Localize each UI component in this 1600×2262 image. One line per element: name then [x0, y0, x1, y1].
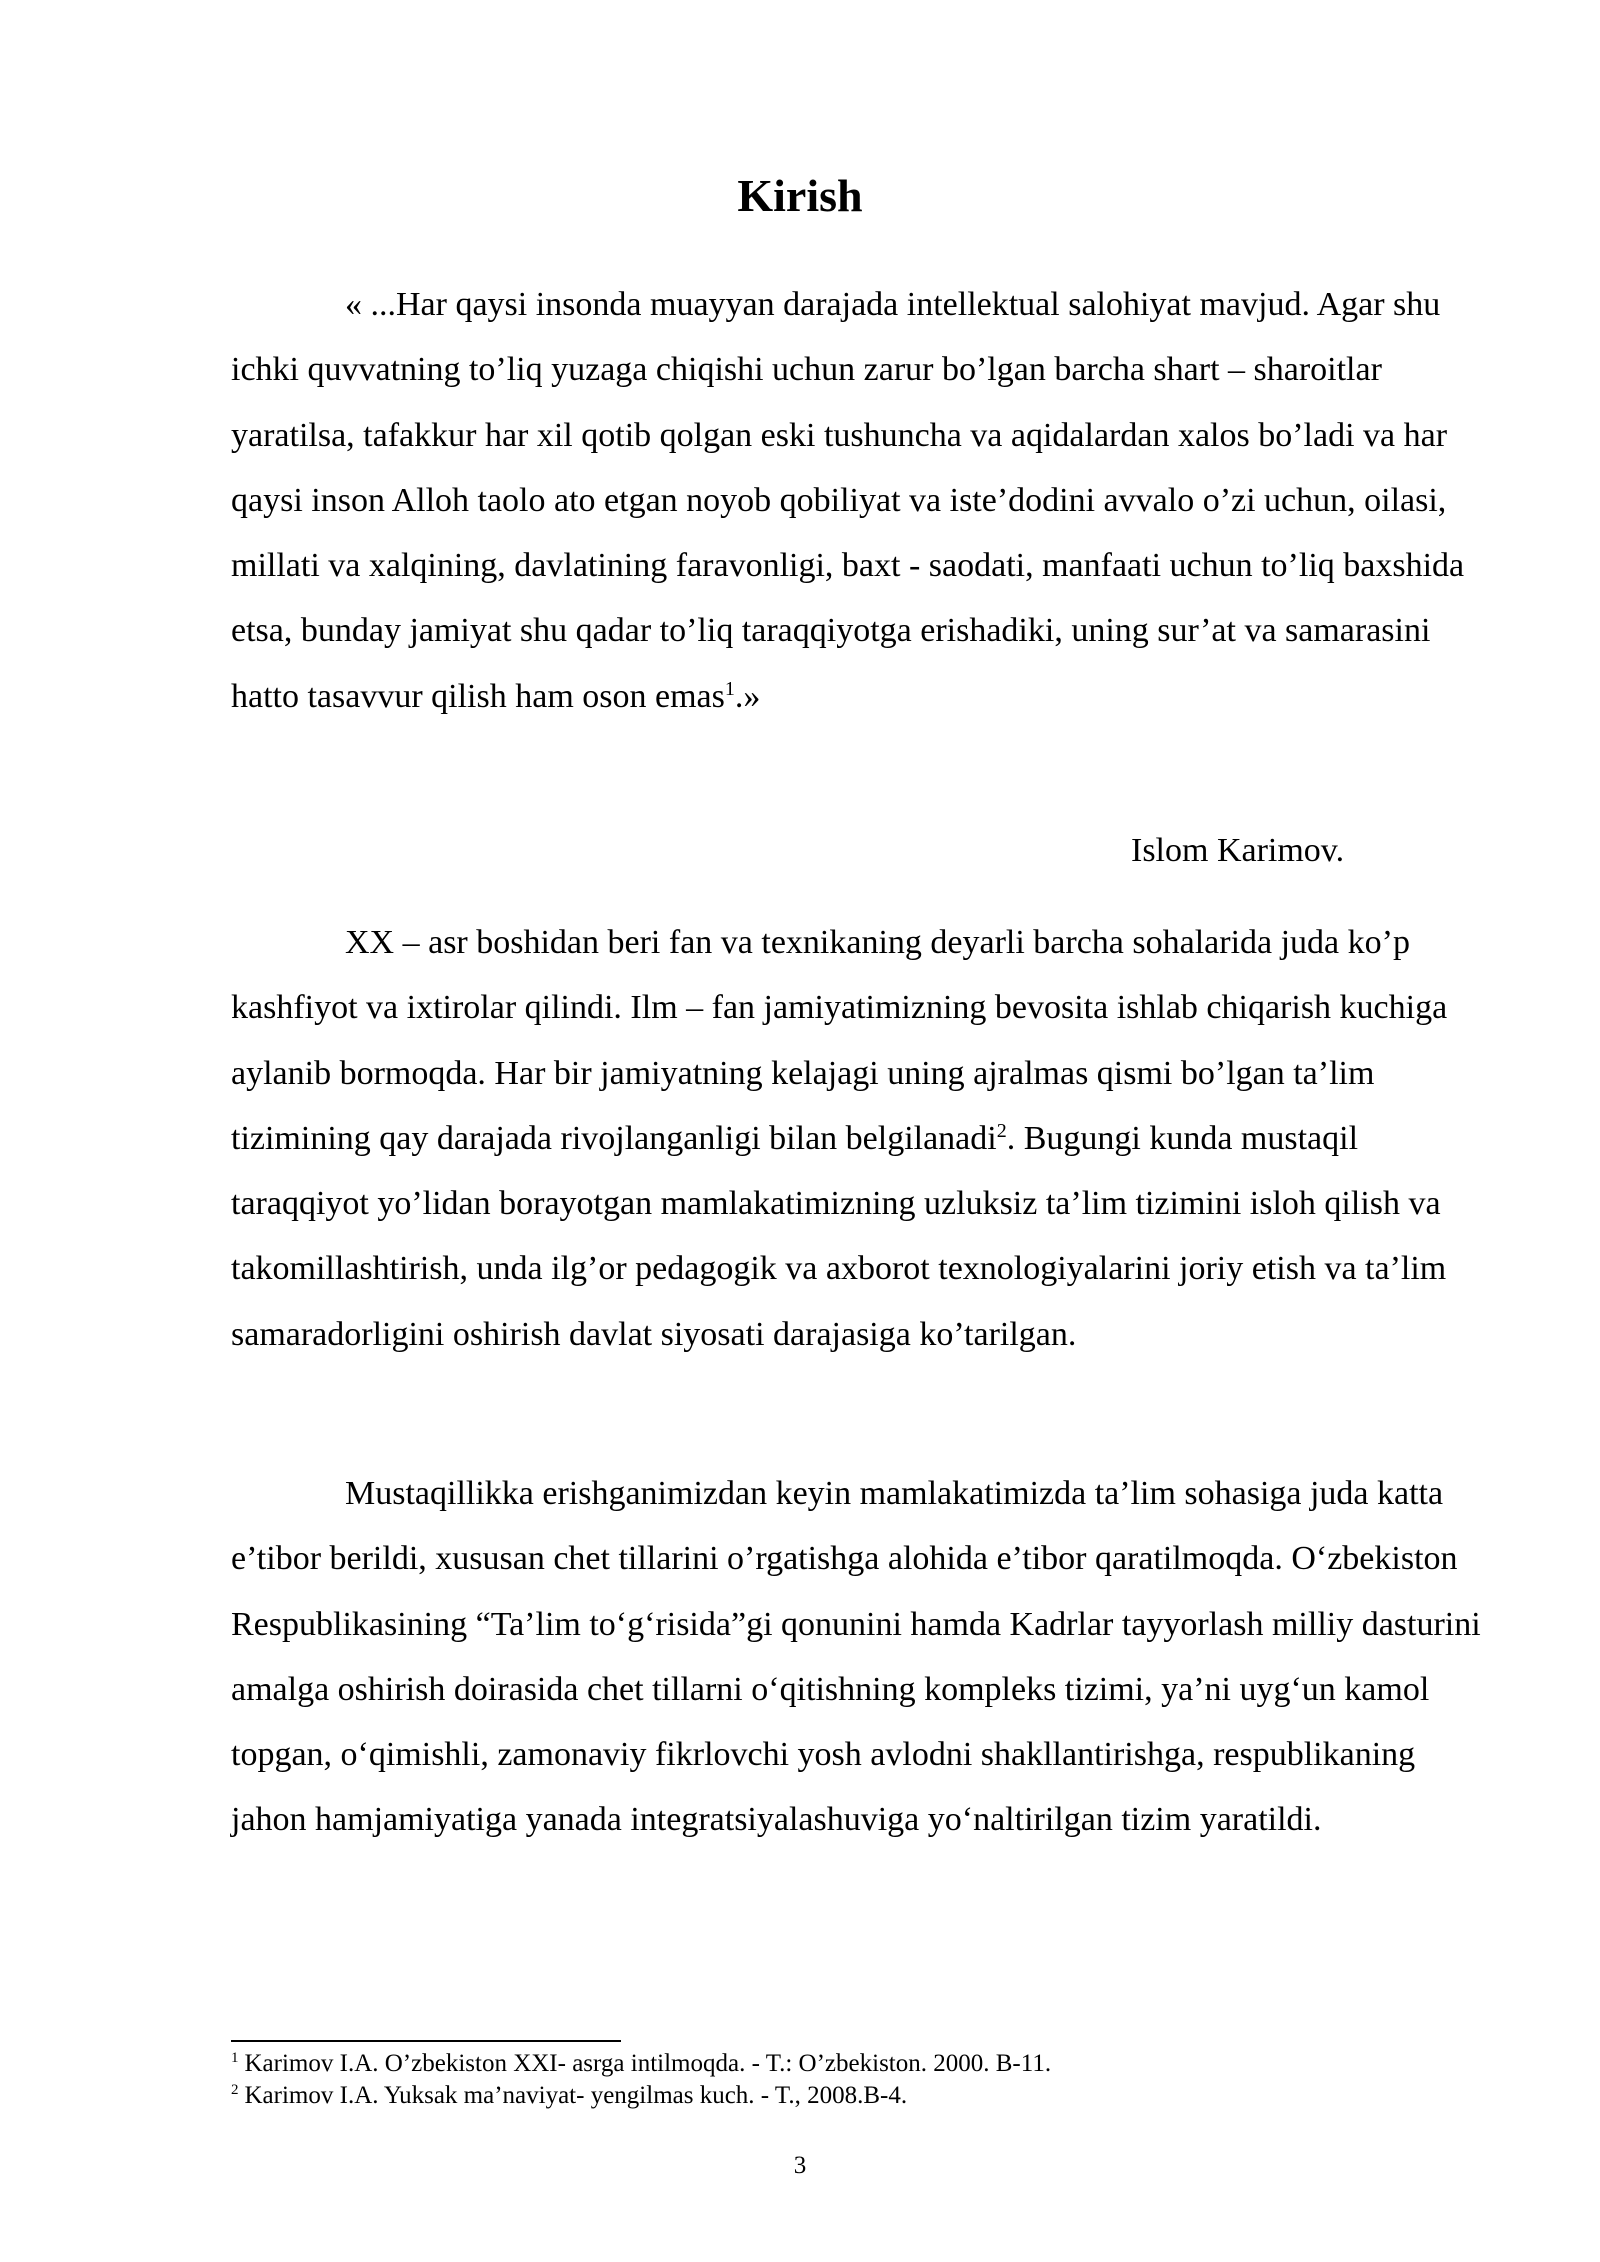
- footnote-text: Karimov I.A. Yuksak ma’naviyat- yengilmas kuch. - T., 2008.B-4.: [244, 2082, 908, 2109]
- footnote-number: 1: [231, 2050, 239, 2066]
- footnotes: [231, 2048, 1490, 2112]
- body-paragraph-1: [231, 910, 1490, 1367]
- footnote-separator: [231, 2040, 621, 2042]
- epigraph-closing: .»: [734, 677, 761, 715]
- page-title: Kirish: [737, 170, 863, 221]
- footnote-ref-1[interactable]: 1: [724, 677, 735, 700]
- epigraph-text: « ...Har qaysi insonda muayyan darajada intellektual salohiyat mavjud. Agar shu ichki quvvatning to’liq yuzaga chiqishi uchun zarur bo’lgan barcha shart – sharoitlar yaratilsa, tafakkur har xil qotib qolgan eski tushuncha va aqidalardan xalos bo’ladi va har qaysi inson Alloh taolo ato etgan noyob qobiliyat va iste’dodini avvalo o’zi uchun, oilasi, millati va xalqining, davlatining faravonligi, baxt - saodati, manfaati uchun to’liq baxshida etsa, bunday jamiyat shu qadar to’liq taraqqiyotga erishadiki, uning sur’at va samarasini hatto tasavvur qilish ham oson emas: [231, 286, 1465, 715]
- footnote-ref-2[interactable]: 2: [996, 1119, 1007, 1142]
- footnote-number: 2: [231, 2082, 239, 2098]
- footnote-1: [231, 2048, 1490, 2080]
- epigraph-author: Islom Karimov.: [1131, 832, 1345, 869]
- body-paragraph-2: [231, 1461, 1490, 1853]
- footnote-2: [231, 2080, 1490, 2112]
- epigraph-quote: [231, 272, 1490, 729]
- paragraph-1-continuation: . Bugungi kunda mustaqil taraqqiyot yo’lidan borayotgan mamlakatimizning uzluksiz ta’lim tizimini isloh qilish va takomillashtirish, unda ilg’or pedagogik va axborot texnologiyalarini joriy etish va ta’lim samaradorligini oshirish davlat siyosati darajasiga ko’tarilgan.: [231, 1119, 1447, 1353]
- paragraph-1-text: XX – asr boshidan beri fan va texnikaning deyarli barcha sohalarida juda ko’p kashfiyot va ixtirolar qilindi. Ilm – fan jamiyatimizning bevosita ishlab chiqarish kuchiga aylanib bormoqda. Har bir jamiyatning kelajagi uning ajralmas qismi bo’lgan ta’lim tizimining qay darajada rivojlanganligi bilan belgilanadi: [231, 924, 1448, 1157]
- footnote-text: Karimov I.A. O’zbekiston XXI- asrga intilmoqda. - T.: O’zbekiston. 2000. B-11.: [244, 2050, 1052, 2077]
- paragraph-2-text: Mustaqillikka erishganimizdan keyin mamlakatimizda ta’lim sohasiga juda katta e’tibor berildi, xususan chet tillarini o’rgatishga alohida e’tibor qaratilmoqda. O‘zbekiston Respublikasining “Ta’lim to‘g‘risida”gi qonunini hamda Kadrlar tayyorlash milliy dasturini amalga oshirish doirasida chet tillarni o‘qitishning kompleks tizimi, ya’ni uyg‘un kamol topgan, o‘qimishli, zamonaviy fikrlovchi yosh avlodni shakllantirishga, respublikaning jahon hamjamiyatiga yanada integratsiyalashuviga yo‘naltirilgan tizim yaratildi.: [231, 1475, 1481, 1839]
- page-number: 3: [793, 2152, 807, 2179]
